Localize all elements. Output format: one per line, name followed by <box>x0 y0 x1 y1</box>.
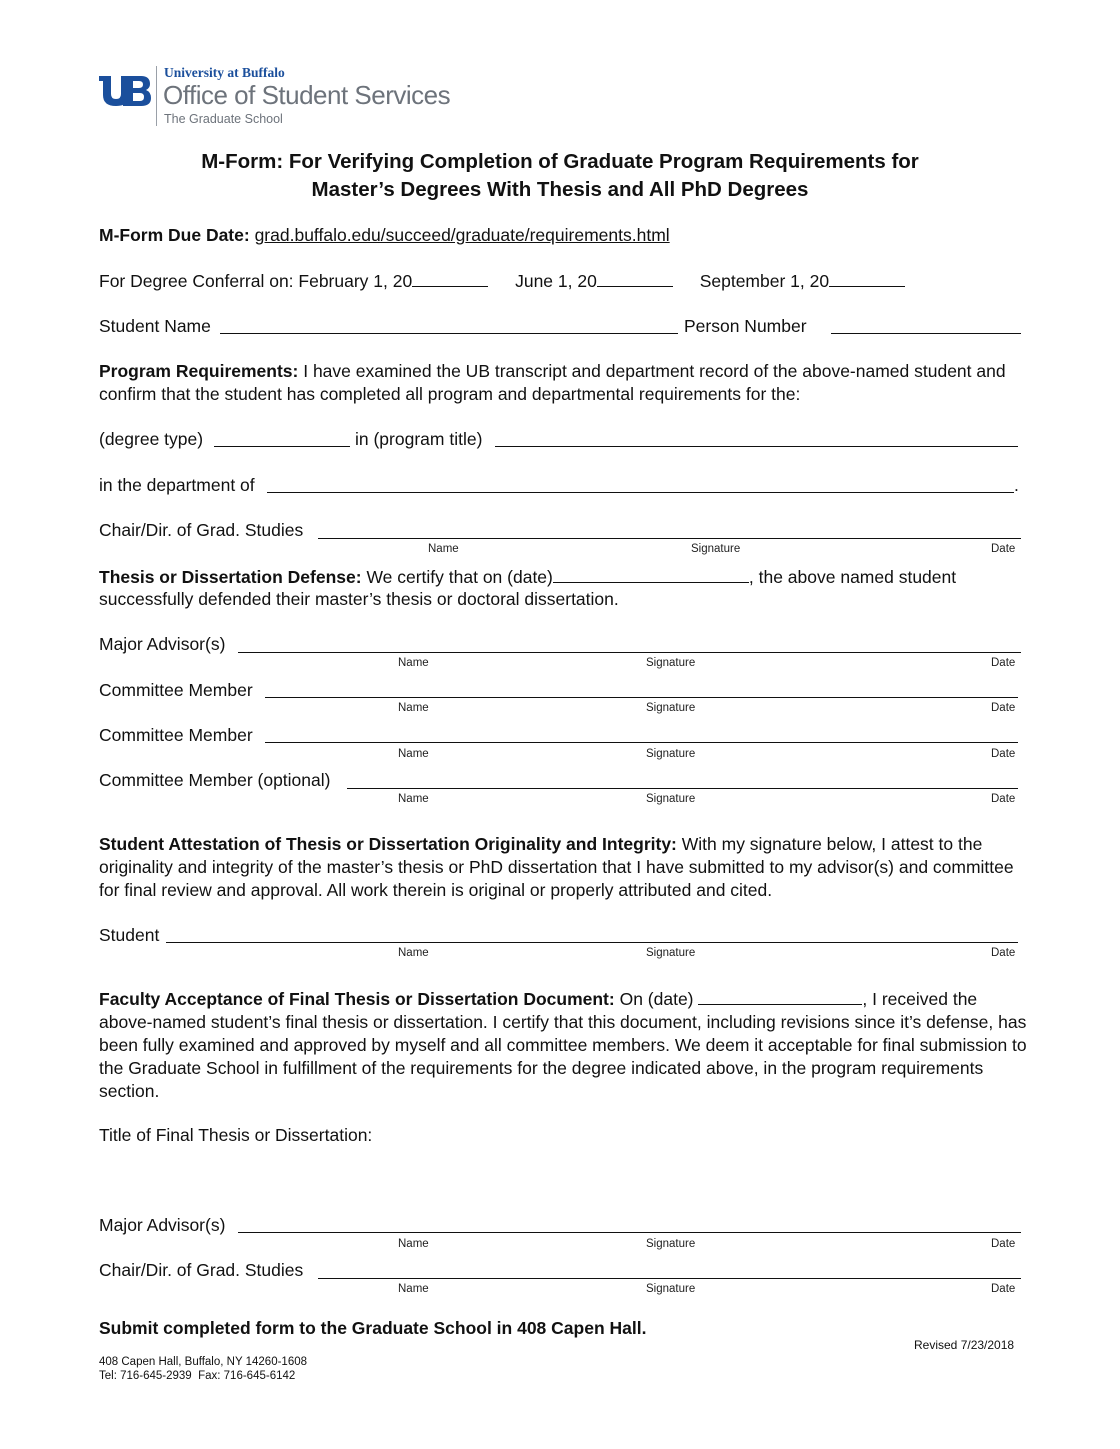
degree-type-field[interactable] <box>214 446 350 447</box>
acceptance-date-field[interactable] <box>698 987 862 1005</box>
committee-member-optional-label: Committee Member (optional) <box>99 770 331 790</box>
sig-signature-label: Signature <box>646 657 696 669</box>
sig-name-label: Name <box>398 748 429 760</box>
sig-date-label: Date <box>991 543 1016 555</box>
final-major-advisor-label: Major Advisor(s) <box>99 1215 226 1235</box>
june-year-field[interactable] <box>597 269 673 287</box>
sig-date-label: Date <box>991 748 1016 760</box>
sig-signature-label: Signature <box>646 1238 696 1250</box>
defense-heading: Thesis or Dissertation Defense: <box>99 567 362 587</box>
committee-member-label: Committee Member <box>99 680 253 700</box>
logo-divider <box>156 66 157 126</box>
university-name: University at Buffalo <box>164 65 285 80</box>
person-number-label: Person Number <box>684 316 807 336</box>
sig-name-label: Name <box>398 1238 429 1250</box>
footer-phone: Tel: 716-645-2939 Fax: 716-645-6142 <box>99 1370 296 1382</box>
due-date-label: M-Form Due Date: <box>99 225 250 245</box>
attestation-text: With my signature below, I attest to the originality and integrity of the master’s thesis or PhD dissertation that I have submitted to my advisor(s) and committee for final review and approval. All work therein is original or properly attributed and cited. <box>99 834 1014 900</box>
sig-date-label: Date <box>991 1238 1016 1250</box>
office-name: Office of Student Services <box>163 80 451 110</box>
sig-name-label: Name <box>428 543 459 555</box>
sig-date-label: Date <box>991 702 1016 714</box>
sig-name-label: Name <box>398 657 429 669</box>
sig-date-label: Date <box>991 657 1016 669</box>
sig-signature-label: Signature <box>691 543 741 555</box>
attestation-heading: Student Attestation of Thesis or Dissertation Originality and Integrity: <box>99 834 677 854</box>
department-period: . <box>1014 475 1019 495</box>
student-name-label: Student Name <box>99 316 211 336</box>
requirements-link[interactable]: grad.buffalo.edu/succeed/graduate/requirements.html <box>254 225 670 245</box>
footer-address: 408 Capen Hall, Buffalo, NY 14260-1608 <box>99 1356 308 1368</box>
student-name-field[interactable] <box>220 333 678 334</box>
committee-member-line[interactable] <box>265 697 1018 698</box>
acceptance-text-b: , I received the above-named student’s final thesis or dissertation. I certify that this document, including revisions since it’s defense, has been fully examined and approved by myself and all committee members. We deem it acceptable for final submission to the Graduate School in fulfillment of the requirements for the degree indicated above, in the program requirements section. <box>99 989 1027 1101</box>
september-year-field[interactable] <box>829 269 905 287</box>
final-chair-line[interactable] <box>318 1278 1021 1279</box>
program-requirements-paragraph <box>99 360 1029 406</box>
due-date-row <box>99 224 670 247</box>
sig-signature-label: Signature <box>646 702 696 714</box>
committee-member-line[interactable] <box>265 742 1018 743</box>
sig-date-label: Date <box>991 793 1016 805</box>
revised-date: Revised 7/23/2018 <box>914 1338 1015 1352</box>
chair-signature-line[interactable] <box>318 538 1021 539</box>
major-advisor-line[interactable] <box>238 652 1021 653</box>
defense-text-b: , the above named student <box>748 567 957 587</box>
program-title-field[interactable] <box>495 446 1018 447</box>
february-year-field[interactable] <box>412 269 488 287</box>
major-advisor-label: Major Advisor(s) <box>99 634 226 654</box>
sig-name-label: Name <box>398 947 429 959</box>
program-requirements-heading: Program Requirements: <box>99 361 299 381</box>
student-signature-line[interactable] <box>166 942 1018 943</box>
defense-date-field[interactable] <box>553 565 749 583</box>
ub-logo-icon <box>99 72 151 108</box>
sig-signature-label: Signature <box>646 1283 696 1295</box>
sig-date-label: Date <box>991 947 1016 959</box>
submit-instruction: Submit completed form to the Graduate School in 408 Capen Hall. <box>99 1318 647 1338</box>
degree-type-label: (degree type) <box>99 429 204 449</box>
student-signature-label: Student <box>99 925 160 945</box>
sig-signature-label: Signature <box>646 793 696 805</box>
department-label: in the department of <box>99 475 255 495</box>
defense-text-c: successfully defended their master’s thesis or doctoral dissertation. <box>99 589 619 609</box>
conferral-february-label: For Degree Conferral on: February 1, 20 <box>99 271 413 291</box>
final-chair-label: Chair/Dir. of Grad. Studies <box>99 1260 304 1280</box>
sig-signature-label: Signature <box>646 947 696 959</box>
form-title-line1: M-Form: For Verifying Completion of Graduate Program Requirements for <box>201 150 919 173</box>
sig-name-label: Name <box>398 1283 429 1295</box>
program-title-label: in (program title) <box>355 429 483 449</box>
form-title-line2: Master’s Degrees With Thesis and All PhD Degrees <box>311 178 809 201</box>
acceptance-paragraph <box>99 987 1029 1103</box>
committee-member-label: Committee Member <box>99 725 253 745</box>
sig-name-label: Name <box>398 793 429 805</box>
acceptance-text-a: On (date) <box>614 989 699 1009</box>
sig-signature-label: Signature <box>646 748 696 760</box>
sig-date-label: Date <box>991 1283 1016 1295</box>
conferral-row <box>99 269 905 293</box>
conferral-september-label: September 1, 20 <box>699 271 830 291</box>
program-requirements-text: I have examined the UB transcript and department record of the above-named student and confirm that the student has completed all program and departmental requirements for the: <box>99 361 1006 404</box>
chair-label: Chair/Dir. of Grad. Studies <box>99 520 304 540</box>
final-major-advisor-line[interactable] <box>238 1232 1021 1233</box>
thesis-title-label: Title of Final Thesis or Dissertation: <box>99 1125 373 1145</box>
defense-text-a: We certify that on (date) <box>361 567 553 587</box>
acceptance-heading: Faculty Acceptance of Final Thesis or Dissertation Document: <box>99 989 615 1009</box>
sig-name-label: Name <box>398 702 429 714</box>
attestation-paragraph <box>99 833 1029 902</box>
person-number-field[interactable] <box>831 333 1021 334</box>
defense-line1 <box>99 565 956 589</box>
committee-member-optional-line[interactable] <box>347 788 1018 789</box>
conferral-june-label: June 1, 20 <box>515 271 597 291</box>
school-name: The Graduate School <box>164 112 283 126</box>
department-field[interactable] <box>267 492 1014 493</box>
